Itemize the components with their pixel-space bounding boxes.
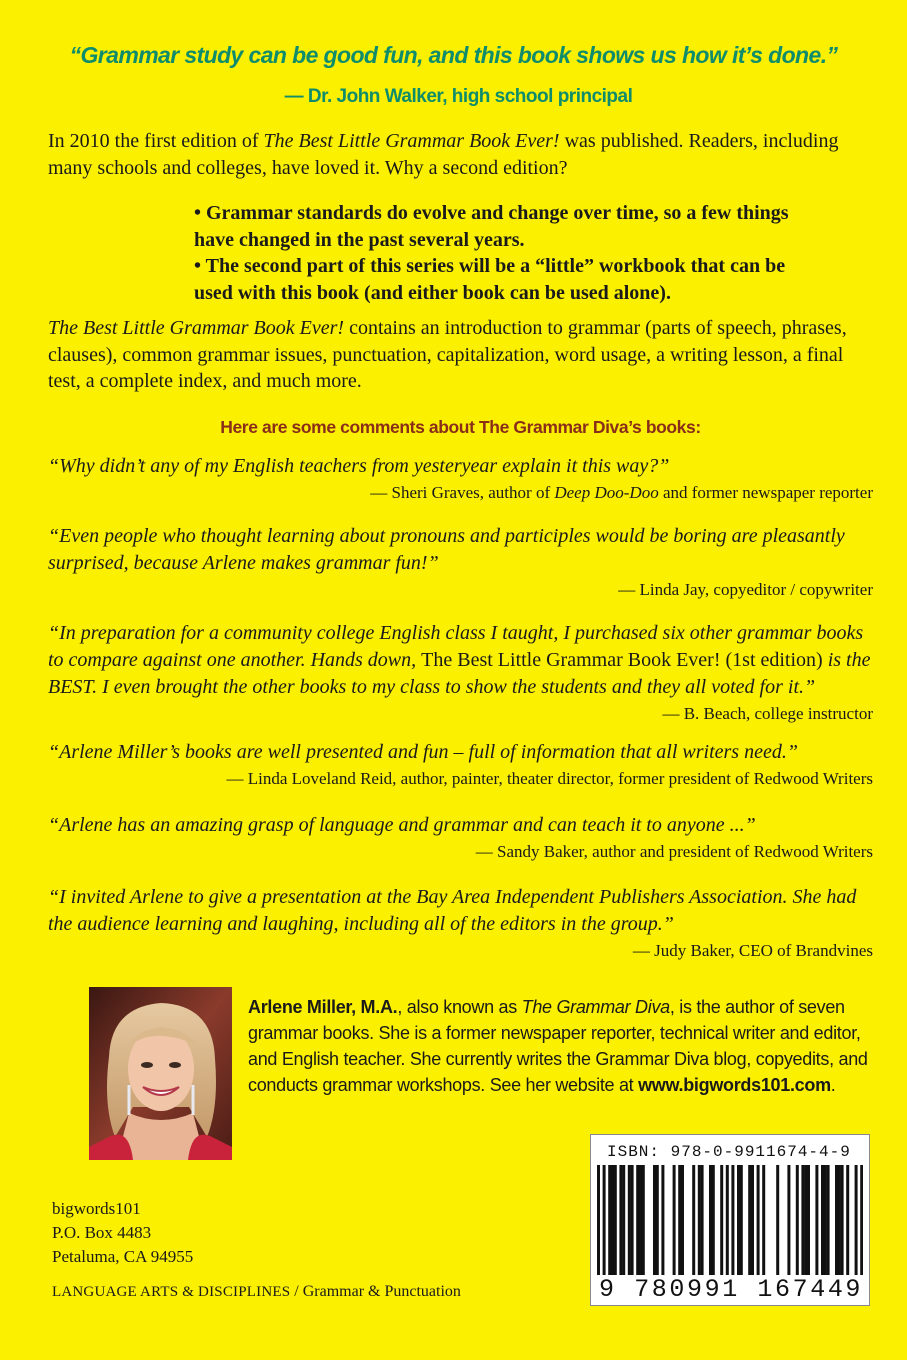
- testimonial-attribution: — B. Beach, college instructor: [662, 704, 873, 723]
- barcode-bar: [757, 1165, 760, 1275]
- barcode-bar: [692, 1165, 695, 1275]
- header-attribution: — Dr. John Walker, high school principal: [284, 86, 633, 107]
- barcode-bar: [639, 1165, 642, 1275]
- barcode-bar: [631, 1165, 634, 1275]
- bio-end: .: [830, 1075, 836, 1095]
- barcode-bar: [824, 1165, 827, 1275]
- testimonial-quote: “Arlene has an amazing grasp of language and grammar and can teach it to anyone ...”: [48, 814, 756, 836]
- category-separator: /: [290, 1283, 303, 1300]
- testimonial-quote: [48, 620, 873, 701]
- testimonial: [48, 453, 873, 505]
- bio-text: , is the author of seven grammar books. She is a former newspaper reporter, technical writer and editor, and English teacher. She currently writes the Grammar Diva blog, copyedits, and conducts grammar workshops. See her website at: [248, 997, 868, 1095]
- address-line: P.O. Box 4483: [52, 1223, 152, 1242]
- barcode-bar: [740, 1165, 743, 1275]
- subject-category: [52, 1283, 461, 1301]
- barcode-bar: [787, 1165, 790, 1275]
- barcode-bar: [827, 1165, 830, 1275]
- author-website: www.bigwords101.com: [638, 1075, 831, 1095]
- bio-aka: , also known as: [397, 997, 522, 1017]
- barcode-bar: [835, 1165, 838, 1275]
- barcode-bar: [678, 1165, 681, 1275]
- intro-year-text: In 2010 the first edition of: [48, 130, 264, 152]
- testimonial: [48, 884, 873, 963]
- barcode-bar: [762, 1165, 765, 1275]
- barcode-bar: [636, 1165, 639, 1275]
- bullet-item: • Grammar standards do evolve and change over time, so a few things have changed in the past several years.: [194, 202, 789, 251]
- address-line: Petaluma, CA 94955: [52, 1247, 194, 1266]
- bullet-list: [194, 200, 814, 306]
- barcode-bar: [855, 1165, 858, 1275]
- barcode-bar: [628, 1165, 631, 1275]
- contents-paragraph: [48, 315, 868, 395]
- barcode-bar: [597, 1165, 600, 1275]
- barcode-bar: [712, 1165, 715, 1275]
- comments-heading: Here are some comments about The Grammar Diva’s books:: [220, 417, 701, 437]
- testimonial: [48, 620, 873, 726]
- barcode-bar: [748, 1165, 751, 1275]
- quote-book-title: The Best Little Grammar Book Ever! (1st edition): [421, 649, 823, 671]
- barcode-bar: [807, 1165, 810, 1275]
- contents-rest: contains an introduction to grammar (parts of speech, phrases, clauses), common grammar issues, punctuation, capitalization, word usage, a writing lesson, a final test, a complete index, and much more.: [48, 317, 847, 392]
- testimonial-quote: “I invited Arlene to give a presentation at the Bay Area Independent Publishers Association. She had the audience learning and laughing, including all of the editors in the group.”: [48, 886, 857, 935]
- barcode-bar: [608, 1165, 611, 1275]
- testimonial-attribution: — Linda Loveland Reid, author, painter, theater director, former president of Redwood Writers: [226, 769, 873, 788]
- barcode-bar: [815, 1165, 818, 1275]
- barcode-bar: [731, 1165, 734, 1275]
- barcode-bar: [821, 1165, 824, 1275]
- testimonial-quote: “Arlene Miller’s books are well presented and fun – full of information that all writers need.”: [48, 741, 798, 763]
- barcode-bar: [622, 1165, 625, 1275]
- barcode-bar: [681, 1165, 684, 1275]
- quote-post: is the BEST. I even brought the other books to my class to show the students and they all voted for it.”: [48, 649, 871, 698]
- testimonial-quote: “Even people who thought learning about pronouns and participles would be boring are pleasantly surprised, because Arlene makes grammar fun!”: [48, 525, 845, 574]
- author-photo: [89, 987, 232, 1160]
- barcode-bar: [801, 1165, 804, 1275]
- barcode-bar: [860, 1165, 863, 1275]
- intro-rest: was published. Readers, including many schools and colleges, have loved it. Why a second edition?: [48, 130, 839, 179]
- address-line: bigwords101: [52, 1199, 141, 1218]
- barcode-bar: [796, 1165, 799, 1275]
- header-quote: “Grammar study can be good fun, and this book shows us how it’s done.”: [69, 42, 838, 68]
- barcode-bar: [701, 1165, 704, 1275]
- barcode-bar: [603, 1165, 606, 1275]
- barcode-bar: [804, 1165, 807, 1275]
- barcode-bar: [673, 1165, 676, 1275]
- bullet-item: • The second part of this series will be a “little” workbook that can be used with this book (and either book can be used alone).: [194, 255, 786, 304]
- category-sub: Grammar & Punctuation: [302, 1283, 461, 1300]
- barcode-bar: [846, 1165, 849, 1275]
- category-main: LANGUAGE ARTS & DISCIPLINES: [52, 1284, 291, 1300]
- testimonial-quote: “Why didn’t any of my English teachers from yesteryear explain it this way?”: [48, 455, 670, 477]
- testimonial: [48, 739, 873, 791]
- barcode-bar: [720, 1165, 723, 1275]
- attr-book-title: Deep Doo-Doo: [554, 483, 659, 502]
- barcode-bar: [619, 1165, 622, 1275]
- contents-book-title: The Best Little Grammar Book Ever!: [48, 317, 345, 339]
- testimonial-attribution: [48, 480, 873, 505]
- barcode-bar: [661, 1165, 664, 1275]
- barcode-bar: [709, 1165, 712, 1275]
- intro-book-title: The Best Little Grammar Book Ever!: [263, 130, 560, 152]
- barcode-bar: [698, 1165, 701, 1275]
- testimonial-attribution: — Sandy Baker, author and president of Redwood Writers: [475, 842, 873, 861]
- barcode-bar: [838, 1165, 841, 1275]
- author-bio: [248, 994, 868, 1098]
- barcode-bar: [653, 1165, 656, 1275]
- attr-pre: — Sheri Graves, author of: [370, 483, 555, 502]
- testimonial-attribution: — Judy Baker, CEO of Brandvines: [632, 941, 873, 960]
- barcode-bar: [614, 1165, 617, 1275]
- testimonial: [48, 812, 873, 864]
- isbn-barcode: [590, 1134, 870, 1306]
- author-alias: The Grammar Diva: [521, 997, 670, 1017]
- testimonial: [48, 523, 873, 602]
- barcode-bar: [841, 1165, 844, 1275]
- intro-paragraph: [48, 128, 868, 181]
- barcode-bar: [737, 1165, 740, 1275]
- author-portrait-illustration: [89, 987, 232, 1160]
- barcode-bar: [656, 1165, 659, 1275]
- barcode-bar: [611, 1165, 614, 1275]
- author-name: Arlene Miller, M.A.: [248, 997, 398, 1017]
- barcode-bar: [726, 1165, 729, 1275]
- isbn-label: ISBN: 978-0-9911674-4-9: [607, 1143, 851, 1161]
- attr-post: and former newspaper reporter: [658, 483, 873, 502]
- publisher-address: [52, 1197, 193, 1269]
- barcode-bar: [776, 1165, 779, 1275]
- barcode-bar: [642, 1165, 645, 1275]
- quote-pre: “In preparation for a community college English class I taught, I purchased six other grammar books to compare against one another. Hands down,: [48, 622, 864, 671]
- barcode-bar: [751, 1165, 754, 1275]
- ean-number: 9 780991 167449: [599, 1275, 864, 1304]
- barcode-bars: [597, 1165, 863, 1275]
- testimonial-attribution: — Linda Jay, copyeditor / copywriter: [618, 580, 873, 599]
